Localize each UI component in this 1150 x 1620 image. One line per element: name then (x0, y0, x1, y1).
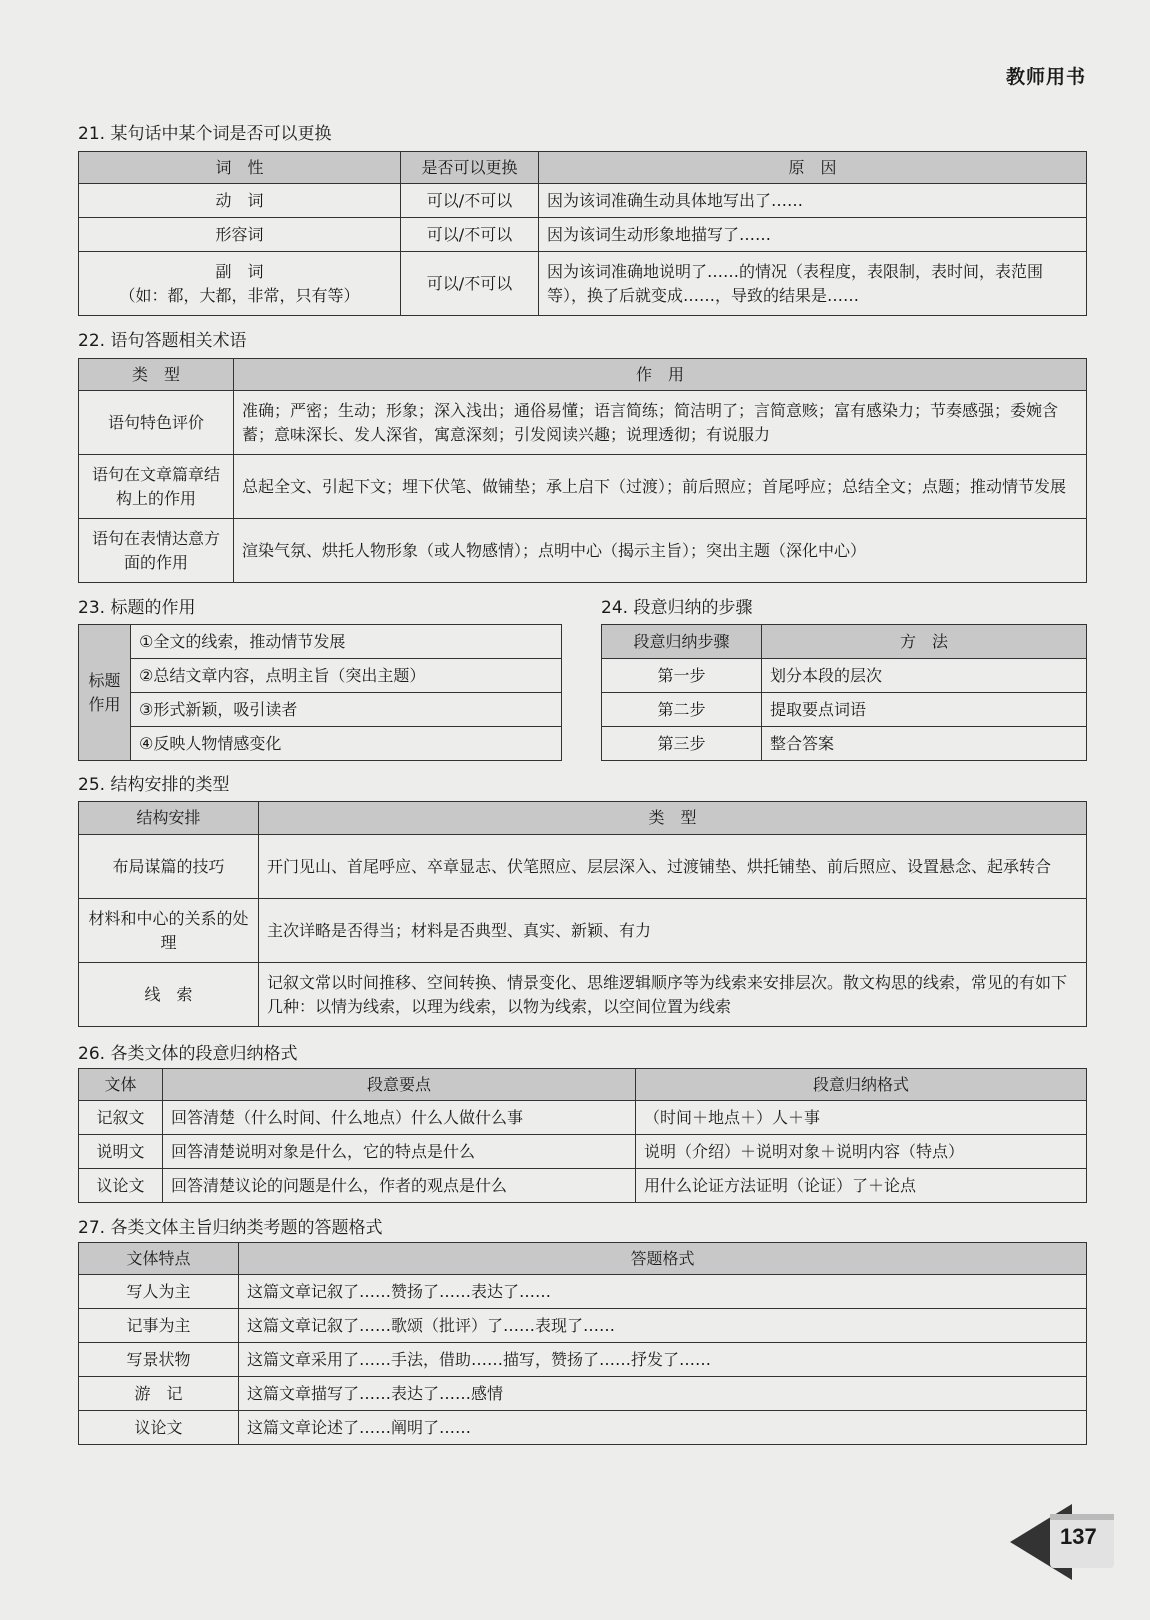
section-27-title: 27. 各类文体主旨归纳类考题的答题格式 (78, 1218, 383, 1238)
feature-cell: 议论文 (79, 1411, 239, 1445)
page-number-badge (1002, 1502, 1122, 1582)
genre-cell: 议论文 (79, 1169, 163, 1203)
list-item: ②总结文章内容，点明主旨（突出主题） (131, 659, 562, 693)
table-row (79, 835, 1087, 899)
header-reason: 原 因 (539, 152, 1087, 184)
page-number: 137 (1060, 1524, 1097, 1549)
table-row (79, 184, 1087, 218)
effect-cell: 总起全文、引起下文；埋下伏笔、做铺垫；承上启下（过渡）；前后照应；首尾呼应；总结全文；点题；推动情节发展 (234, 455, 1087, 519)
structure-cell: 线 索 (79, 963, 259, 1027)
section-24-title: 24. 段意归纳的步骤 (601, 598, 753, 618)
step-cell: 第一步 (602, 659, 762, 693)
table-row (79, 1169, 1087, 1203)
key-cell: 回答清楚（什么时间、什么地点）什么人做什么事 (163, 1101, 636, 1135)
genre-cell: 记叙文 (79, 1101, 163, 1135)
title-function-table (78, 624, 562, 761)
header-pos: 词 性 (79, 152, 401, 184)
structure-cell: 布局谋篇的技巧 (79, 835, 259, 899)
section-21-title: 21. 某句话中某个词是否可以更换 (78, 124, 332, 144)
book-label: 教师用书 (1005, 66, 1086, 88)
header-answer-format: 答题格式 (239, 1243, 1087, 1275)
answer-format-cell: 这篇文章记叙了……歌颂（批评）了……表现了…… (239, 1309, 1087, 1343)
pos-cell: 形容词 (79, 218, 401, 252)
method-cell: 整合答案 (762, 727, 1087, 761)
type-cell: 语句在文章篇章结构上的作用 (79, 455, 234, 519)
feature-cell: 写景状物 (79, 1343, 239, 1377)
table-row (79, 1309, 1087, 1343)
genre-cell: 说明文 (79, 1135, 163, 1169)
section-22-title: 22. 语句答题相关术语 (78, 331, 247, 351)
method-cell: 划分本段的层次 (762, 659, 1087, 693)
format-cell: 用什么论证方法证明（论证）了＋论点 (636, 1169, 1087, 1203)
theme-format-table (78, 1242, 1087, 1445)
table-row (79, 391, 1087, 455)
replace-cell: 可以/不可以 (401, 252, 539, 316)
feature-cell: 记事为主 (79, 1309, 239, 1343)
reason-cell: 因为该词生动形象地描写了…… (539, 218, 1087, 252)
format-cell: 说明（介绍）＋说明对象＋说明内容（特点） (636, 1135, 1087, 1169)
method-cell: 提取要点词语 (762, 693, 1087, 727)
effect-cell: 准确；严密；生动；形象；深入浅出；通俗易懂；语言简练；简洁明了；言简意赅；富有感染力；节奏感强；委婉含蓄；意味深长、发人深省，寓意深刻；引发阅读兴趣；说理透彻；有说服力 (234, 391, 1087, 455)
pos-cell (79, 252, 401, 316)
table-row (79, 1343, 1087, 1377)
replace-cell: 可以/不可以 (401, 218, 539, 252)
sentence-terms-table (78, 358, 1087, 583)
header-feature: 文体特点 (79, 1243, 239, 1275)
table-row (79, 252, 1087, 316)
table-row (79, 1377, 1087, 1411)
table-row (79, 519, 1087, 583)
header-structure-type: 类 型 (259, 802, 1087, 835)
header-step: 段意归纳步骤 (602, 625, 762, 659)
structure-type-cell: 记叙文常以时间推移、空间转换、情景变化、思维逻辑顺序等为线索来安排层次。散文构思的线索，常见的有如下几种：以情为线索，以理为线索，以物为线索，以空间位置为线索 (259, 963, 1087, 1027)
type-cell: 语句特色评价 (79, 391, 234, 455)
table-row (79, 1411, 1087, 1445)
key-cell: 回答清楚说明对象是什么，它的特点是什么 (163, 1135, 636, 1169)
structure-type-cell: 开门见山、首尾呼应、卒章显志、伏笔照应、层层深入、过渡铺垫、烘托铺垫、前后照应、设置悬念、起承转合 (259, 835, 1087, 899)
structure-types-table (78, 801, 1087, 1027)
answer-format-cell: 这篇文章记叙了……赞扬了……表达了…… (239, 1275, 1087, 1309)
paragraph-steps-table (601, 624, 1087, 761)
structure-cell: 材料和中心的关系的处理 (79, 899, 259, 963)
feature-cell: 游 记 (79, 1377, 239, 1411)
table-row (79, 1135, 1087, 1169)
table-row (79, 1101, 1087, 1135)
header-key-points: 段意要点 (163, 1069, 636, 1101)
reason-cell: 因为该词准确生动具体地写出了…… (539, 184, 1087, 218)
format-cell: （时间＋地点＋）人＋事 (636, 1101, 1087, 1135)
table-row (79, 455, 1087, 519)
answer-format-cell: 这篇文章论述了……阐明了…… (239, 1411, 1087, 1445)
table-row (602, 693, 1087, 727)
effect-cell: 渲染气氛、烘托人物形象（或人物感情）；点明中心（揭示主旨）；突出主题（深化中心） (234, 519, 1087, 583)
list-item: ④反映人物情感变化 (131, 727, 562, 761)
pos-cell: 动 词 (79, 184, 401, 218)
feature-cell: 写人为主 (79, 1275, 239, 1309)
section-23-title: 23. 标题的作用 (78, 598, 196, 618)
genre-paragraph-table (78, 1068, 1087, 1203)
word-replace-table (78, 151, 1087, 316)
reason-cell: 因为该词准确地说明了……的情况（表程度，表限制，表时间，表范围等），换了后就变成……，导致的结果是…… (539, 252, 1087, 316)
section-25-title: 25. 结构安排的类型 (78, 775, 230, 795)
table-row (79, 1275, 1087, 1309)
table-row (79, 218, 1087, 252)
key-cell: 回答清楚议论的问题是什么，作者的观点是什么 (163, 1169, 636, 1203)
list-item: ③形式新颖，吸引读者 (131, 693, 562, 727)
list-item: ①全文的线索，推动情节发展 (131, 625, 562, 659)
header-type: 类 型 (79, 359, 234, 391)
header-format: 段意归纳格式 (636, 1069, 1087, 1101)
step-cell: 第二步 (602, 693, 762, 727)
header-replace: 是否可以更换 (401, 152, 539, 184)
type-cell: 语句在表情达意方面的作用 (79, 519, 234, 583)
header-method: 方 法 (762, 625, 1087, 659)
header-genre: 文体 (79, 1069, 163, 1101)
header-structure: 结构安排 (79, 802, 259, 835)
step-cell: 第三步 (602, 727, 762, 761)
pos-note: （如：都，大都，非常，只有等） (119, 285, 360, 305)
section-26-title: 26. 各类文体的段意归纳格式 (78, 1044, 298, 1064)
pos-name: 副 词 (215, 261, 264, 281)
table-row (602, 727, 1087, 761)
table-row (602, 659, 1087, 693)
title-function-label: 标题作用 (79, 625, 131, 761)
answer-format-cell: 这篇文章描写了……表达了……感情 (239, 1377, 1087, 1411)
table-row (79, 963, 1087, 1027)
answer-format-cell: 这篇文章采用了……手法，借助……描写，赞扬了……抒发了…… (239, 1343, 1087, 1377)
replace-cell: 可以/不可以 (401, 184, 539, 218)
table-row (79, 899, 1087, 963)
header-effect: 作 用 (234, 359, 1087, 391)
structure-type-cell: 主次详略是否得当；材料是否典型、真实、新颖、有力 (259, 899, 1087, 963)
